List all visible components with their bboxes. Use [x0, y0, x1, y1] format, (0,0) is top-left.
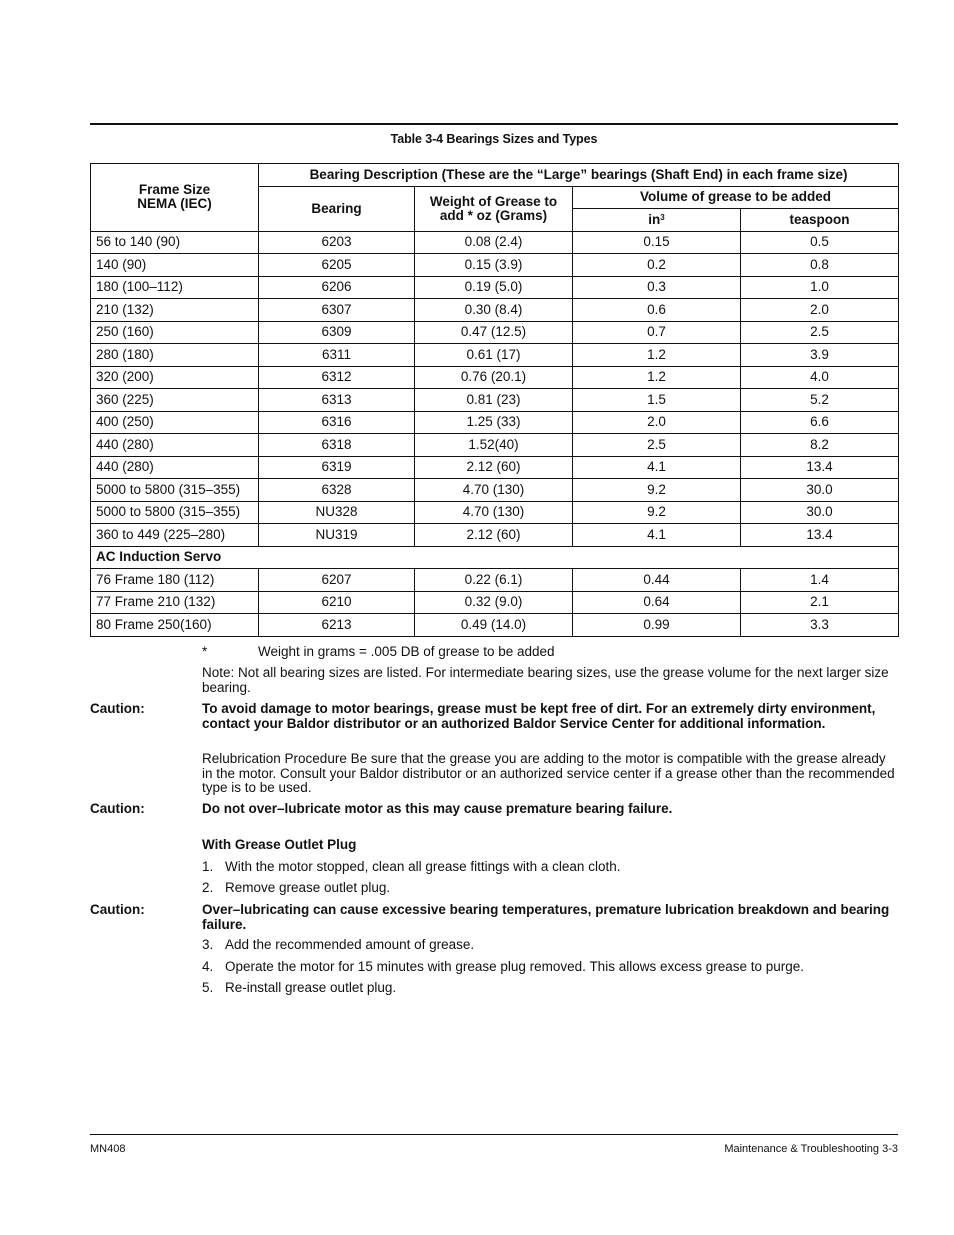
- volume-teaspoon-cell: 0.8: [741, 254, 899, 277]
- caution-label-1: Caution:: [90, 701, 145, 716]
- frame-size-cell: 400 (250): [91, 411, 259, 434]
- table-row: [91, 231, 899, 254]
- weight-cell: 0.32 (9.0): [415, 591, 573, 614]
- bearings-table: [90, 163, 899, 637]
- table-row: [91, 479, 899, 502]
- list-item: [202, 981, 898, 996]
- bearing-cell: 6307: [259, 299, 415, 322]
- frame-size-cell: 280 (180): [91, 344, 259, 367]
- weight-cell: 0.30 (8.4): [415, 299, 573, 322]
- frame-size-cell: 180 (100–112): [91, 276, 259, 299]
- step-text: Re-install grease outlet plug.: [225, 980, 397, 995]
- frame-size-cell: 320 (200): [91, 366, 259, 389]
- weight-cell: 0.15 (3.9): [415, 254, 573, 277]
- list-item: [202, 960, 898, 975]
- bearing-header: Bearing: [259, 186, 415, 231]
- volume-in3-cell: 1.2: [573, 366, 741, 389]
- volume-teaspoon-cell: 13.4: [741, 456, 899, 479]
- table-row: [91, 501, 899, 524]
- volume-teaspoon-cell: 1.4: [741, 569, 899, 592]
- table-row: [91, 366, 899, 389]
- list-item: [202, 938, 898, 953]
- volume-teaspoon-cell: 2.5: [741, 321, 899, 344]
- bearing-cell: 6319: [259, 456, 415, 479]
- volume-in3-cell: 9.2: [573, 501, 741, 524]
- volume-teaspoon-cell: 4.0: [741, 366, 899, 389]
- frame-size-cell: 440 (280): [91, 456, 259, 479]
- step-number: 4.: [202, 959, 214, 974]
- step-number: 5.: [202, 980, 214, 995]
- table-row: [91, 434, 899, 457]
- table-row: [91, 569, 899, 592]
- step-number: 1.: [202, 859, 214, 874]
- bottom-rule: [90, 1134, 898, 1135]
- volume-in3-cell: 4.1: [573, 456, 741, 479]
- bearing-cell: 6206: [259, 276, 415, 299]
- bearing-cell: 6328: [259, 479, 415, 502]
- bearing-cell: 6210: [259, 591, 415, 614]
- volume-in3-cell: 9.2: [573, 479, 741, 502]
- volume-teaspoon-cell: 13.4: [741, 524, 899, 547]
- weight-cell: 0.61 (17): [415, 344, 573, 367]
- weight-cell: 0.81 (23): [415, 389, 573, 412]
- section-label: AC Induction Servo: [91, 546, 899, 569]
- footnote-star: *: [202, 644, 208, 659]
- frame-size-cell: 56 to 140 (90): [91, 231, 259, 254]
- relubrication-paragraph: Relubrication Procedure Be sure that the grease you are adding to the motor is compatible with the grease already in the motor. Consult your Baldor distributor or an authorized service center if a grease other than the recommended type is to be used.: [202, 751, 895, 795]
- volume-teaspoon-cell: 6.6: [741, 411, 899, 434]
- bearing-cell: 6312: [259, 366, 415, 389]
- in3-header: $in^3$: [573, 209, 741, 232]
- frame-size-cell: 210 (132): [91, 299, 259, 322]
- weight-cell: 4.70 (130): [415, 501, 573, 524]
- volume-teaspoon-cell: 3.3: [741, 614, 899, 637]
- table-row: [91, 614, 899, 637]
- table-row: [91, 524, 899, 547]
- volume-in3-cell: 1.2: [573, 344, 741, 367]
- teaspoon-header: teaspoon: [741, 209, 899, 232]
- bearing-cell: 6318: [259, 434, 415, 457]
- table-body: [91, 231, 899, 636]
- volume-teaspoon-cell: 8.2: [741, 434, 899, 457]
- weight-cell: 0.47 (12.5): [415, 321, 573, 344]
- weight-cell: 4.70 (130): [415, 479, 573, 502]
- bearing-cell: 6311: [259, 344, 415, 367]
- frame-size-header: Frame Size NEMA (IEC): [91, 164, 259, 232]
- volume-in3-cell: 0.44: [573, 569, 741, 592]
- table-row: [91, 299, 899, 322]
- frame-size-cell: 360 to 449 (225–280): [91, 524, 259, 547]
- volume-teaspoon-cell: 30.0: [741, 479, 899, 502]
- volume-teaspoon-cell: 2.0: [741, 299, 899, 322]
- volume-in3-cell: 1.5: [573, 389, 741, 412]
- frame-size-cell: 140 (90): [91, 254, 259, 277]
- top-rule: [90, 123, 898, 125]
- frame-size-cell: 76 Frame 180 (112): [91, 569, 259, 592]
- bearing-cell: 6213: [259, 614, 415, 637]
- step-text: Add the recommended amount of grease.: [225, 937, 475, 952]
- table-title: Table 3-4 Bearings Sizes and Types: [390, 132, 598, 146]
- step-text: Operate the motor for 15 minutes with grease plug removed. This allows excess grease to purge.: [225, 959, 805, 974]
- step-number: 3.: [202, 937, 214, 952]
- footer-section-page: Maintenance & Troubleshooting 3-3: [724, 1143, 898, 1155]
- frame-size-cell: 440 (280): [91, 434, 259, 457]
- volume-in3-cell: 0.99: [573, 614, 741, 637]
- table-row: [91, 591, 899, 614]
- weight-cell: 1.52(40): [415, 434, 573, 457]
- bearing-cell: 6316: [259, 411, 415, 434]
- table-row: [91, 456, 899, 479]
- table-row: [91, 276, 899, 299]
- bearing-cell: 6205: [259, 254, 415, 277]
- volume-in3-cell: 2.5: [573, 434, 741, 457]
- volume-in3-cell: 0.3: [573, 276, 741, 299]
- caution-label-2: Caution:: [90, 801, 145, 816]
- note-paragraph: Note: Not all bearing sizes are listed. For intermediate bearing sizes, use the grease volume for the next larger size bearing.: [202, 665, 889, 695]
- weight-cell: 0.19 (5.0): [415, 276, 573, 299]
- volume-header: Volume of grease to be added: [573, 186, 899, 209]
- table-row: [91, 344, 899, 367]
- subheading: With Grease Outlet Plug: [202, 837, 357, 852]
- table-row: [91, 321, 899, 344]
- table-row: [91, 411, 899, 434]
- volume-teaspoon-cell: 2.1: [741, 591, 899, 614]
- frame-size-cell: 77 Frame 210 (132): [91, 591, 259, 614]
- volume-teaspoon-cell: 3.9: [741, 344, 899, 367]
- table-row: [91, 389, 899, 412]
- step-number: 2.: [202, 880, 214, 895]
- volume-teaspoon-cell: 5.2: [741, 389, 899, 412]
- weight-cell: 1.25 (33): [415, 411, 573, 434]
- frame-size-cell: 5000 to 5800 (315–355): [91, 501, 259, 524]
- weight-cell: 0.08 (2.4): [415, 231, 573, 254]
- caution-text-2: Do not over–lubricate motor as this may cause premature bearing failure.: [202, 801, 673, 816]
- frame-size-cell: 80 Frame 250(160): [91, 614, 259, 637]
- weight-header: Weight of Grease to add * oz (Grams): [415, 186, 573, 231]
- frame-size-cell: 5000 to 5800 (315–355): [91, 479, 259, 502]
- frame-size-cell: 250 (160): [91, 321, 259, 344]
- bearing-cell: NU319: [259, 524, 415, 547]
- volume-in3-cell: 0.15: [573, 231, 741, 254]
- bearing-cell: 6207: [259, 569, 415, 592]
- caution-label-3: Caution:: [90, 902, 145, 917]
- bearing-cell: NU328: [259, 501, 415, 524]
- weight-cell: 0.22 (6.1): [415, 569, 573, 592]
- weight-cell: 0.76 (20.1): [415, 366, 573, 389]
- caution-text-1: To avoid damage to motor bearings, grease must be kept free of dirt. For an extremely dirty environment, contact your Baldor distributor or an authorized Baldor Service Center for additional information.: [202, 701, 876, 731]
- volume-teaspoon-cell: 30.0: [741, 501, 899, 524]
- volume-teaspoon-cell: 0.5: [741, 231, 899, 254]
- weight-cell: 2.12 (60): [415, 524, 573, 547]
- weight-cell: 0.49 (14.0): [415, 614, 573, 637]
- caution-text-3: Over–lubricating can cause excessive bearing temperatures, premature lubrication breakdown and bearing failure.: [202, 902, 890, 932]
- footer-doc-number: MN408: [90, 1143, 126, 1155]
- step-text: With the motor stopped, clean all grease fittings with a clean cloth.: [225, 859, 621, 874]
- volume-in3-cell: 0.2: [573, 254, 741, 277]
- footnote-text: Weight in grams = .005 DB of grease to be added: [258, 644, 555, 659]
- list-item: [202, 860, 898, 875]
- volume-in3-cell: 2.0: [573, 411, 741, 434]
- step-text: Remove grease outlet plug.: [225, 880, 391, 895]
- weight-cell: 2.12 (60): [415, 456, 573, 479]
- volume-in3-cell: 0.64: [573, 591, 741, 614]
- section-row: [91, 546, 899, 569]
- bearing-cell: 6203: [259, 231, 415, 254]
- list-item: [202, 881, 898, 896]
- bearing-cell: 6313: [259, 389, 415, 412]
- bearing-cell: 6309: [259, 321, 415, 344]
- volume-in3-cell: 0.6: [573, 299, 741, 322]
- bearing-description-header: Bearing Description (These are the “Large” bearings (Shaft End) in each frame size): [259, 164, 899, 187]
- volume-teaspoon-cell: 1.0: [741, 276, 899, 299]
- volume-in3-cell: 4.1: [573, 524, 741, 547]
- frame-size-cell: 360 (225): [91, 389, 259, 412]
- table-row: [91, 254, 899, 277]
- volume-in3-cell: 0.7: [573, 321, 741, 344]
